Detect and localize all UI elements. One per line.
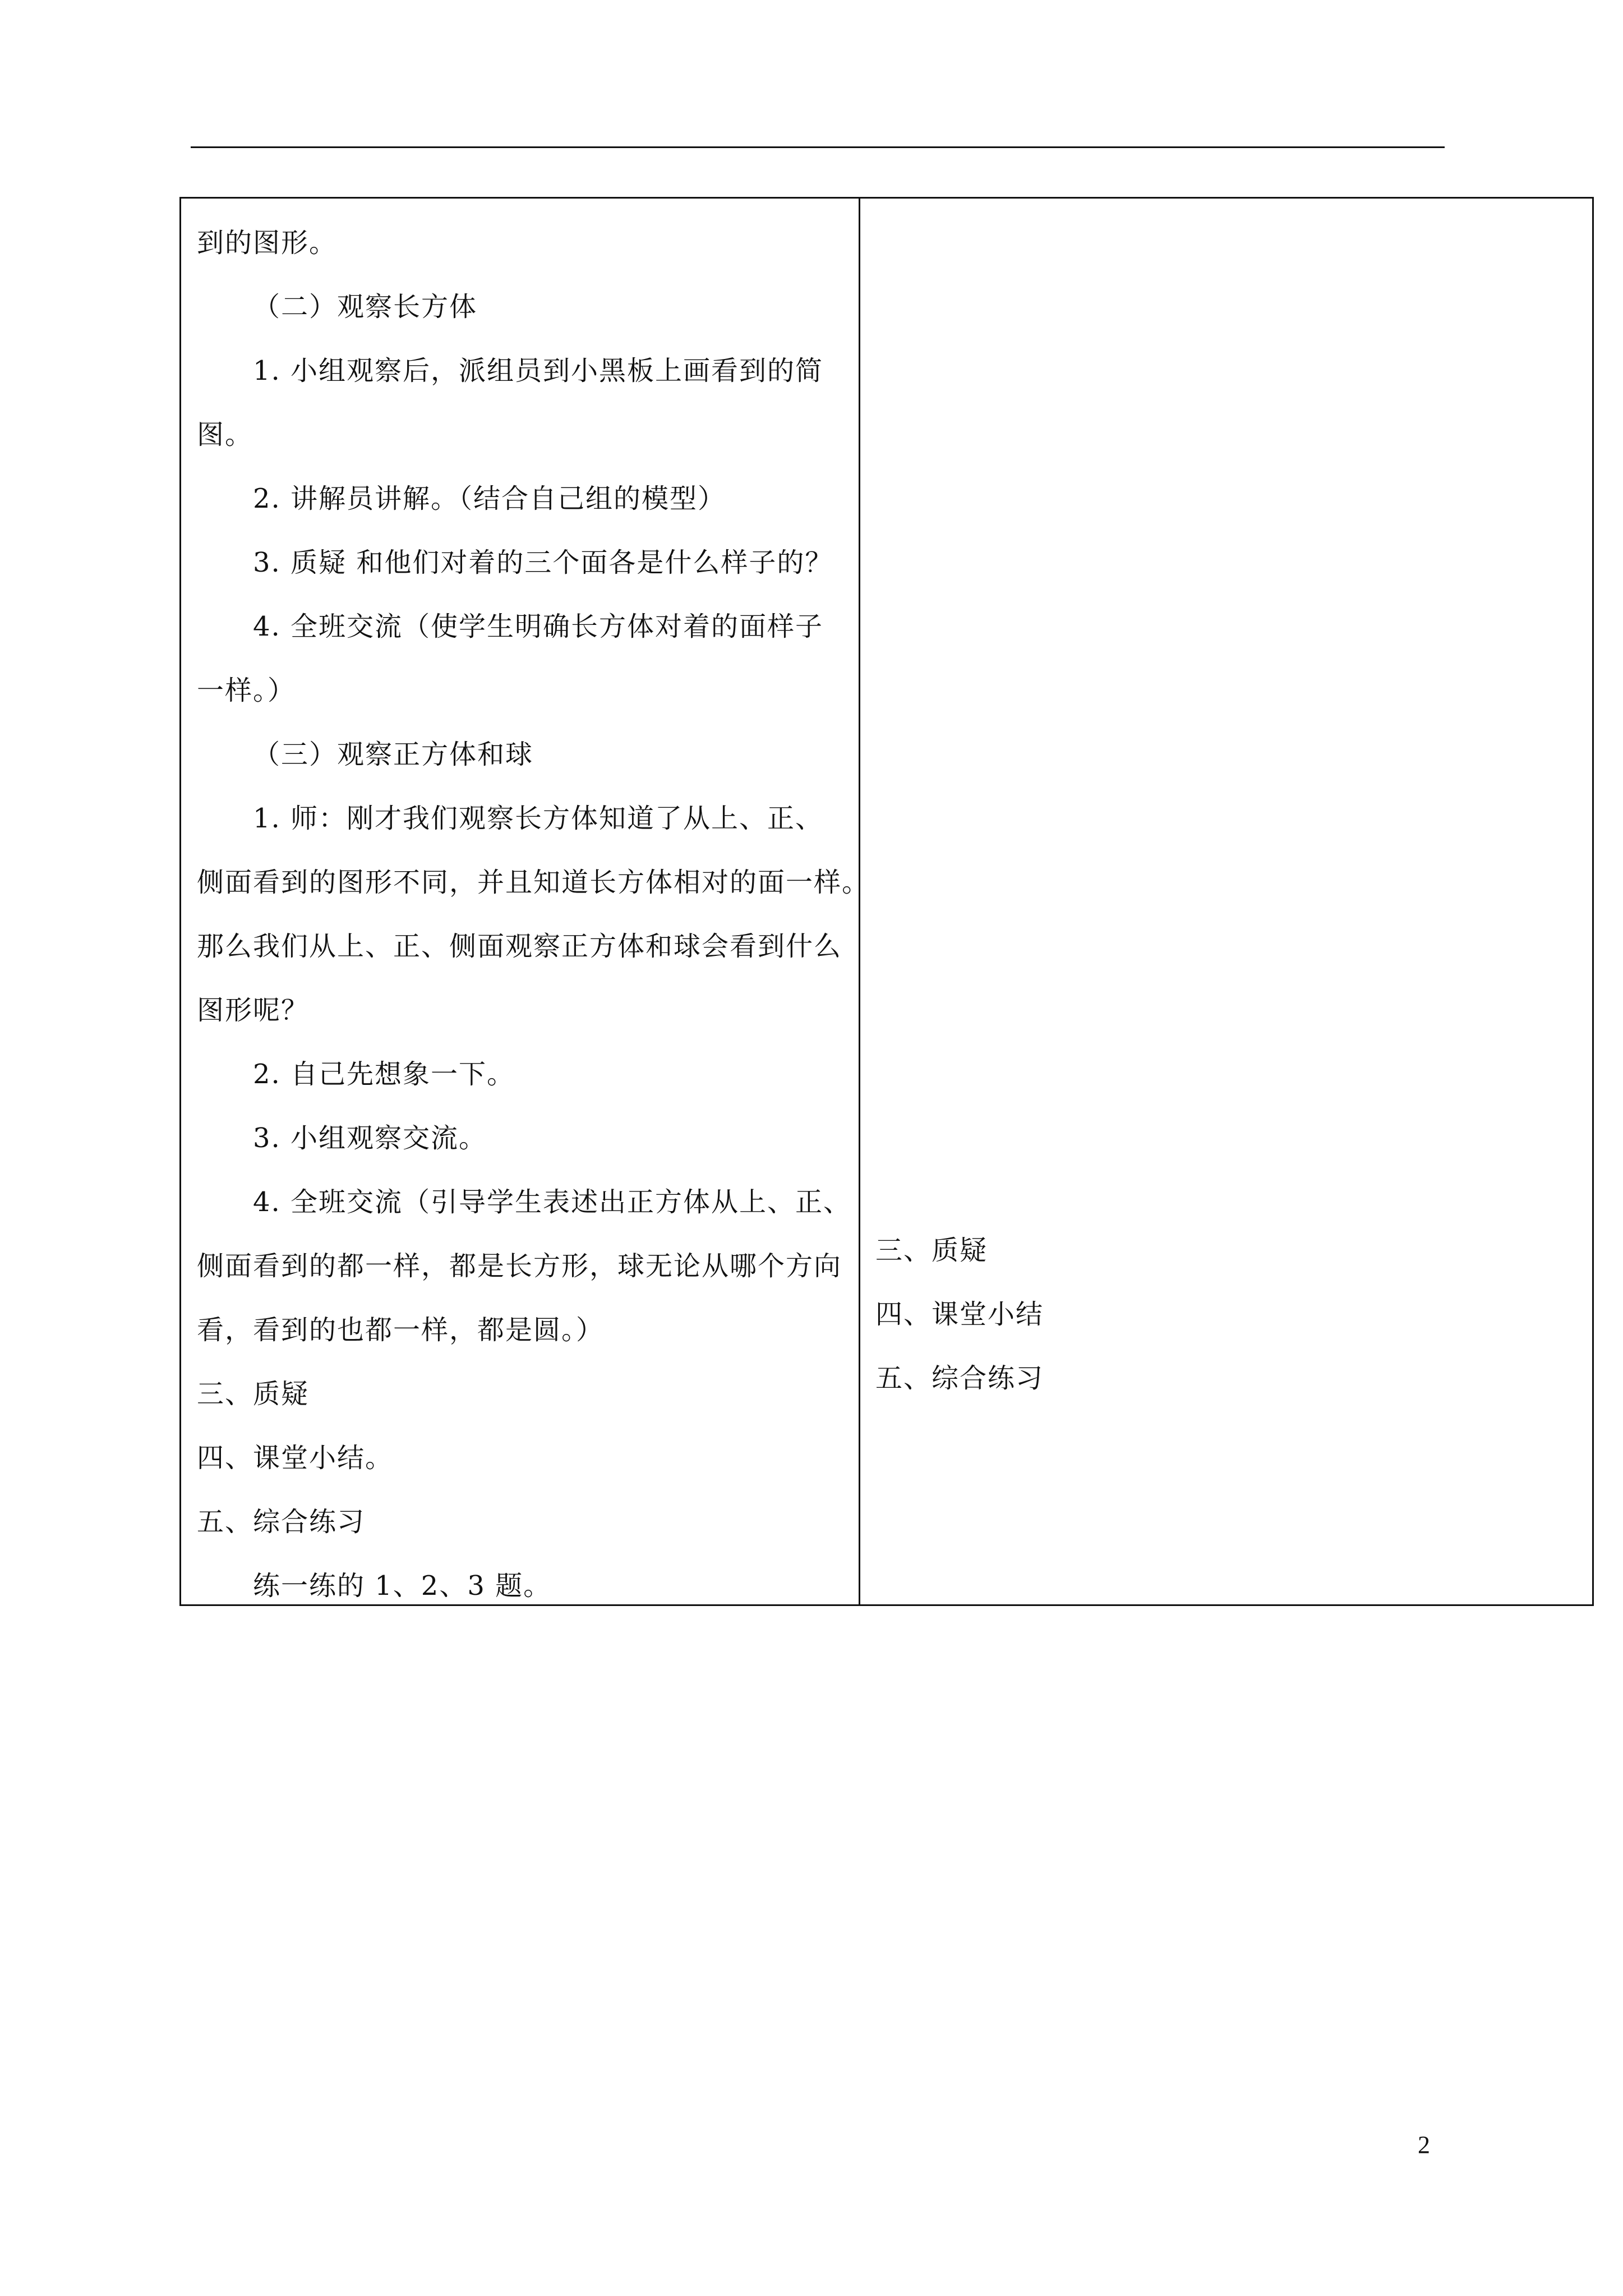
text-line: 2. 讲解员讲解。（结合自己组的模型） bbox=[253, 483, 726, 514]
section-heading: 三、质疑 bbox=[875, 1235, 988, 1266]
text-line: 4. 全班交流（使学生明确长方体对着的面样子 bbox=[253, 611, 824, 642]
text-line: 2. 自己先想象一下。 bbox=[253, 1059, 515, 1090]
text-line: 到的图形。 bbox=[197, 227, 338, 259]
text-line: 那么我们从上、正、侧面观察正方体和球会看到什么 bbox=[197, 931, 842, 962]
text-line: 1. 师：刚才我们观察长方体知道了从上、正、 bbox=[253, 803, 824, 834]
text-line: 看，看到的也都一样，都是圆。） bbox=[197, 1314, 605, 1346]
lesson-plan-table bbox=[179, 197, 1594, 1606]
text-line: 图形呢？ bbox=[197, 995, 310, 1026]
text-line: 4. 全班交流（引导学生表述出正方体从上、正、 bbox=[253, 1186, 852, 1218]
text-line: 3. 小组观察交流。 bbox=[253, 1122, 487, 1154]
section-heading: 五、综合练习 bbox=[875, 1363, 1044, 1394]
teaching-process-cell bbox=[197, 211, 870, 1618]
section-heading: 三、质疑 bbox=[197, 1378, 310, 1410]
column-divider bbox=[859, 199, 860, 1604]
page-number: 2 bbox=[1418, 2131, 1430, 2159]
section-heading: 四、课堂小结 bbox=[875, 1299, 1044, 1330]
section-heading: 四、课堂小结。 bbox=[197, 1442, 394, 1474]
text-line: 图。 bbox=[197, 419, 253, 450]
text-line: 侧面看到的都一样，都是长方形，球无论从哪个方向 bbox=[197, 1250, 842, 1282]
section-heading: （三）观察正方体和球 bbox=[253, 739, 534, 770]
text-line: 侧面看到的图形不同，并且知道长方体相对的面一样。 bbox=[197, 867, 870, 898]
design-intent-cell bbox=[875, 1218, 1582, 1410]
section-heading: 五、综合练习 bbox=[197, 1506, 366, 1538]
text-line: 1. 小组观察后，派组员到小黑板上画看到的简 bbox=[253, 355, 824, 386]
text-line: 练一练的 1、2、3 题。 bbox=[253, 1570, 552, 1602]
text-line: 3. 质疑 和他们对着的三个面各是什么样子的？ bbox=[253, 547, 833, 578]
section-heading: （二）观察长方体 bbox=[253, 291, 478, 323]
text-line: 一样。） bbox=[197, 675, 296, 706]
header-rule bbox=[191, 146, 1445, 148]
